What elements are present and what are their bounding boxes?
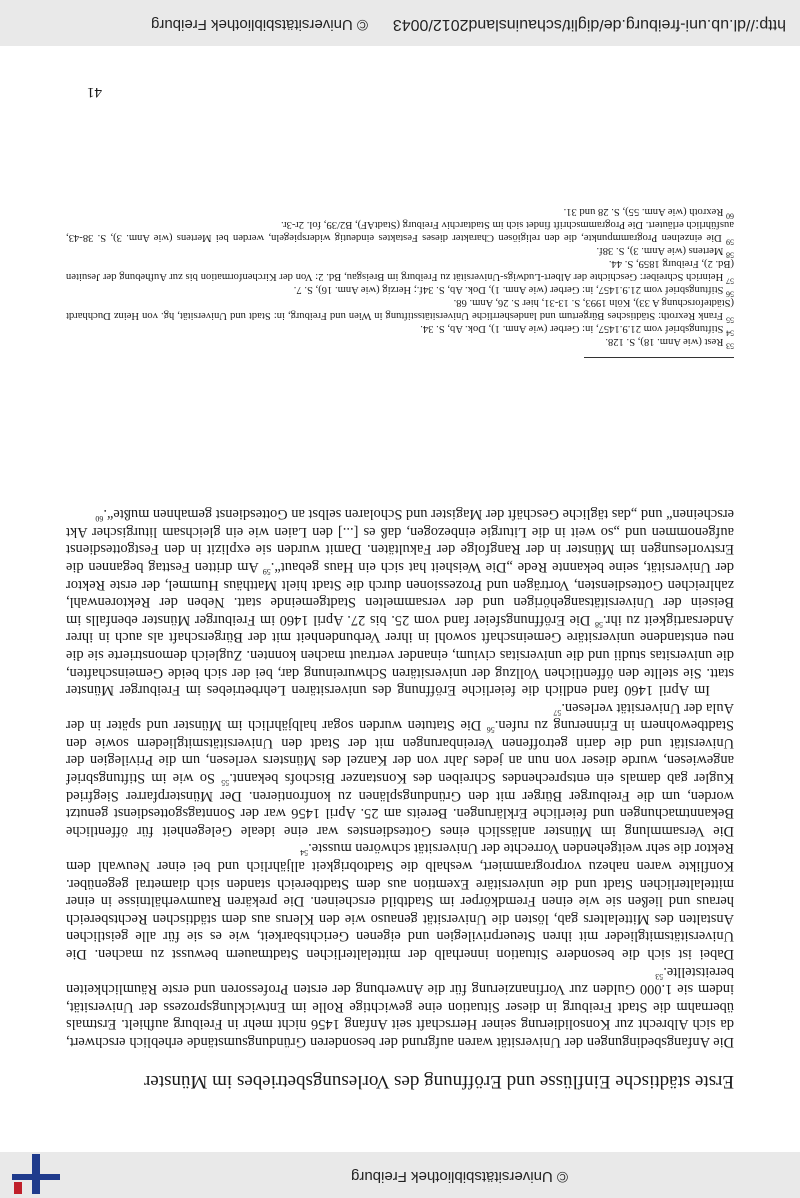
footnote-divider	[584, 357, 734, 358]
top-bar	[0, 1152, 800, 1198]
page-number: 41	[87, 84, 102, 100]
library-logo-icon	[0, 1152, 60, 1198]
footnote: $^{53}$ Rest (wie Anm. 18), S. 128.	[605, 336, 734, 351]
footnote: $^{56}$ Stiftungsbrief vom 21.9.1457, in: Gerber (wie Anm. 1), Dok. Ab, S. 34f.; Herzig (wie Anm. 16), S. 7.	[293, 284, 734, 299]
paragraph: Die Anfangsbedingungen der Universität waren aufgrund der besonderen Gründungsumstände erheblich erschwert, da sich Albrecht zur Konsolidierung seiner Herrschaft seit Anfang 1456 nicht mehr in Freiburg aufhielt. Erstmals übernahm die Stadt Freiburg in dieser Situation eine gewichtige Rolle im Entwicklungsprozess der Universität, indem sie 1.000 Gulden zur Vorfinanzierung für die Anwerbung der ersten Professoren und erste Räumlichkeiten bereitstellte.$^{53}$	[66, 963, 734, 1050]
footnote: $^{59}$ Die einzelnen Programmpunkte, die den religiösen Charakter dieses Festaktes eindeutig widerspiegeln, werden bei Mertens (wie Anm. 3), S. 38-43, ausführlich erläutert. Die Programmschrift findet sich im Stadtarchiv Freiburg (StadtAF), B2/39, fol. 2r-3r.	[66, 219, 734, 247]
paragraph: Dabei ist sich die besondere Situation innerhalb der mittelalterlichen Stadtmauern bewusst zu machen. Die Universitätsmitglieder mit ihren Steuerprivilegien und eigenen Gerichtsbarkeit, wie es sie für alle geistlichen Anstalten des Mittelalters gab, lösten die Universität genauso wie den Klerus aus dem städtischen Rechtsbereich heraus und ließen sie wie einen Fremdkörper im Stadtbild erscheinen. Die prekären Raumverhältnisse in einer mittelalterlichen Stadt und die universitäre Exemtion aus dem Stadtbereich standen sich diametral gegenüber. Konflikte waren nahezu vorprogrammiert, weshalb die Stadtobrigkeit alljährlich und bei einer Neuwahl dem Rektor die sehr weitgehenden Vorrechte der Universität schwören musste.$^{54}$	[66, 840, 734, 963]
footnotes	[66, 205, 734, 351]
paragraph: Die Versammlung im Münster anlässlich eines Gottesdienstes war eine ideale Gelegenheit für öffentliche Bekanntmachungen und feierliche Erklärungen. Bereits am 25. April 1456 war der Sonntagsgottesdienst genutzt worden, um die Freiburger Bürger mit den Gründungsplänen zu konfrontieren. Der Münsterpfarrer Siegfried Kugler gab damals ein entsprechendes Schreiben des Konstanzer Bischofs bekannt.$^{55}$ So wie im Stiftungsbrief angewiesen, wurde dieser von nun an jedes Jahr von der Kanzel des Münsters verlesen, um die Privilegien der Universität und die darin getroffenen Vereinbarungen mit der Stadt den Universitätsmitgliedern sowie den Stadtbewohnern in Erinnerung zu rufen.$^{56}$ Die Statuten wurden sogar halbjährlich im Münster und später in der Aula der Universität verlesen.$^{57}$	[65, 699, 734, 839]
footnote: $^{55}$ Frank Rexroth: Städtisches Bürgertum und landesherrliche Universitätsstiftung in Wien und Freiburg, in: Stadt und Universität, hg. von Heinz Duchhardt (Städteforschung A 33), Köln 1993, S. 13-31, hier S. 26, Anm. 68.	[66, 297, 734, 325]
body-text	[66, 505, 734, 1050]
source-url-link[interactable]: http://dl.ub.uni-freiburg.de/diglit/schauinsland2012/0043	[392, 16, 786, 33]
copyright-notice: © Universitätsbibliothek Freiburg	[151, 16, 368, 33]
section-heading: Erste städtische Einflüsse und Eröffnung des Vorlesungsbetriebes im Münster	[144, 1071, 734, 1092]
paragraph: Im April 1460 fand endlich die feierliche Eröffnung des universitären Lehrbetriebes im Freiburger Münster statt. Sie stellte den öffentlichen Vollzug der universitären Schwureinung dar, bei der sich beide Gemeinschaften, die universitas studii und die universitas civium, einander vertraut machen konnten. Zugleich demonstrierte sie die neu entstandene universitäre Gemeinschaft sowohl in ihrer Verbundenheit mit der Bürgerschaft als auch in ihrer Andersartigkeit zu ihr.$^{58}$ Die Eröffnungsfeier fand vom 25. bis 27. April 1460 im Freiburger Münster ebenfalls im Beisein der Universitätsangehörigen und der versammelten Stadtgemeinde statt. Neben der Rektorenwahl, zahlreichen Gottesdiensten, Vorträgen und Prozessionen durch die Stadt hielt Matthäus Hummel, der erste Rektor der Universität, seine bekannte Rede „Die Weisheit hat sich ein Haus gebaut“.$^{59}$ Am dritten Festtag begannen die Erstvorlesungen im Münster in der Rangfolge der Fakultäten. Damit wurden sie explizit in den Festgottesdienst aufgenommen und „so weit in die Liturgie einbezogen, daß es [...] den Laien wie ein gleichsam liturgischer Akt erscheinen“ und „das tägliche Geschäft der Magister und Scholaren selbst an Gottesdienst gemahnen mußte“.$^{60}$	[65, 506, 734, 699]
copyright-notice: © Universitätsbibliothek Freiburg	[351, 1168, 568, 1185]
footnote: $^{54}$ Stiftungsbrief vom 21.9.1457, in: Gerber (wie Anm. 1), Dok. Ab, S. 34.	[420, 323, 734, 338]
footnote: $^{58}$ Mertens (wie Anm. 3), S. 38f.	[596, 245, 734, 260]
bottom-bar	[0, 0, 800, 46]
footnote: $^{57}$ Heinrich Schreiber: Geschichte der Albert-Ludwigs-Universität zu Freiburg im Breisgau, Bd. 2: Von der Kirchenformation bis zur Aufhebung der Jesuiten (Bd. 2), Freiburg 1859, S. 44.	[66, 258, 734, 286]
footnote: $^{60}$ Rexroth (wie Anm. 55), S. 28 und 31.	[563, 206, 734, 221]
